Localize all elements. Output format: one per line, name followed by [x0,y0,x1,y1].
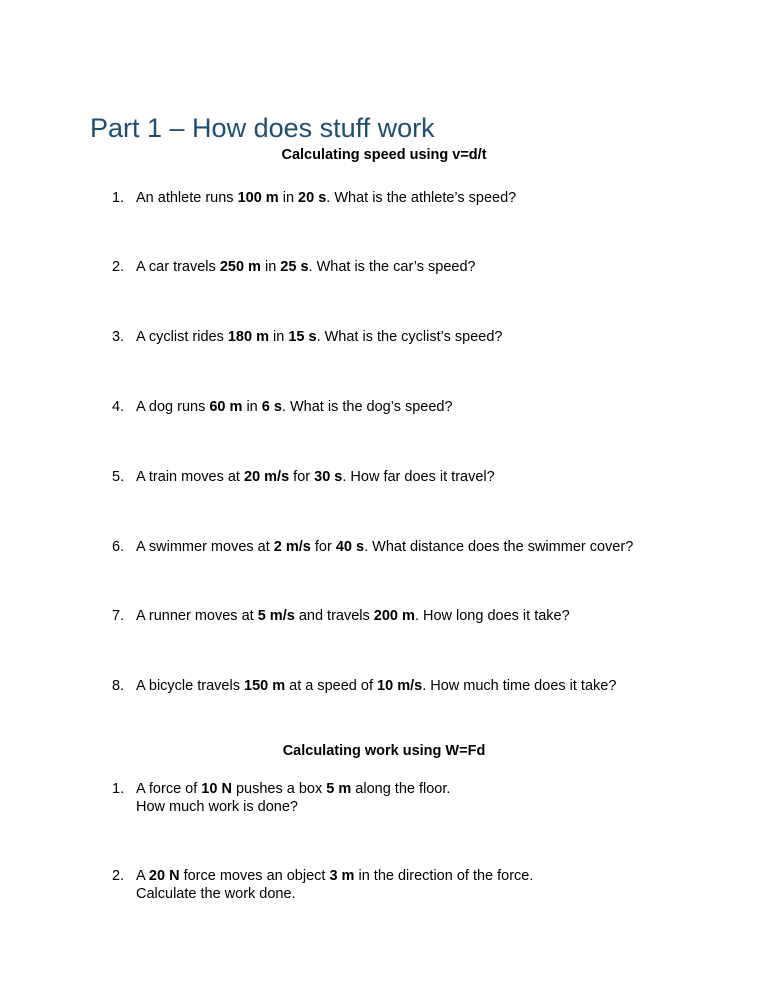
text-run: pushes a box [231,781,327,797]
question-number: 6. [112,539,125,555]
question-text [136,677,616,695]
text-run: An athlete runs [136,190,238,206]
question-number: 4. [112,399,125,415]
text-run: . What is the dog’s speed? [281,399,453,415]
bold-value: 180 m [227,329,269,345]
question-text-line2: Calculate the work done. [136,886,296,902]
bold-value: 40 s [335,539,365,555]
bold-value: 250 m [219,259,261,275]
text-run: . How far does it travel? [342,469,495,485]
question-number: 5. [112,469,125,485]
text-run: A car travels [136,259,220,275]
text-run: A cyclist rides [136,329,228,345]
question-number: 1. [112,781,125,797]
text-run: A bicycle travels [136,678,244,694]
question-number: 1. [112,190,125,206]
bold-value: 15 s [288,329,317,345]
bold-value: 20 s [298,190,327,206]
bold-value: 3 m [329,868,355,884]
text-run: . How much time does it take? [422,678,617,694]
page-title: Part 1 – How does stuff work [90,113,435,143]
text-run: . How long does it take? [414,608,570,624]
question-number: 3. [112,329,125,345]
text-run: along the floor. [351,781,451,797]
question-number: 2. [112,259,125,275]
section-heading-speed: Calculating speed using v=d/t [281,147,487,163]
bold-value: 20 m/s [244,469,290,485]
text-run: in [260,259,281,275]
bold-value: 25 s [280,259,309,275]
question-number: 8. [112,678,125,694]
text-run: and travels [294,608,374,624]
bold-value: 10 m/s [377,678,423,694]
text-run: A dog runs [136,399,210,415]
question-text [136,258,476,276]
question-text [136,867,533,885]
bold-value: 100 m [237,190,279,206]
question-text [136,398,453,416]
bold-value: 10 N [201,781,232,797]
text-run: A train moves at [136,469,244,485]
question-text [136,780,450,798]
text-run: . What is the car’s speed? [308,259,476,275]
question-text [136,328,502,346]
question-text [136,538,633,556]
text-run: for [310,539,336,555]
question-text [136,189,516,207]
bold-value: 6 s [261,399,282,415]
bold-value: 60 m [209,399,243,415]
question-number: 2. [112,868,125,884]
bold-value: 150 m [244,678,286,694]
text-run: . What is the cyclist’s speed? [316,329,503,345]
text-run: A runner moves at [136,608,258,624]
text-run: A [136,868,149,884]
question-text [136,468,495,486]
question-number: 7. [112,608,125,624]
text-run: in [268,329,289,345]
bold-value: 5 m [326,781,352,797]
text-run: at a speed of [285,678,378,694]
bold-value: 5 m/s [257,608,295,624]
section-heading-work: Calculating work using W=Fd [282,743,486,759]
question-text-line2: How much work is done? [136,799,298,815]
bold-value: 200 m [373,608,415,624]
text-run: A force of [136,781,202,797]
text-run: in [278,190,299,206]
text-run: in the direction of the force. [354,868,534,884]
text-run: in [242,399,262,415]
bold-value: 30 s [314,469,343,485]
text-run: . What is the athlete’s speed? [326,190,517,206]
text-run: for [289,469,315,485]
text-run: force moves an object [179,868,330,884]
text-run: . What distance does the swimmer cover? [364,539,634,555]
bold-value: 2 m/s [273,539,311,555]
text-run: A swimmer moves at [136,539,274,555]
question-text [136,607,570,625]
bold-value: 20 N [148,868,180,884]
